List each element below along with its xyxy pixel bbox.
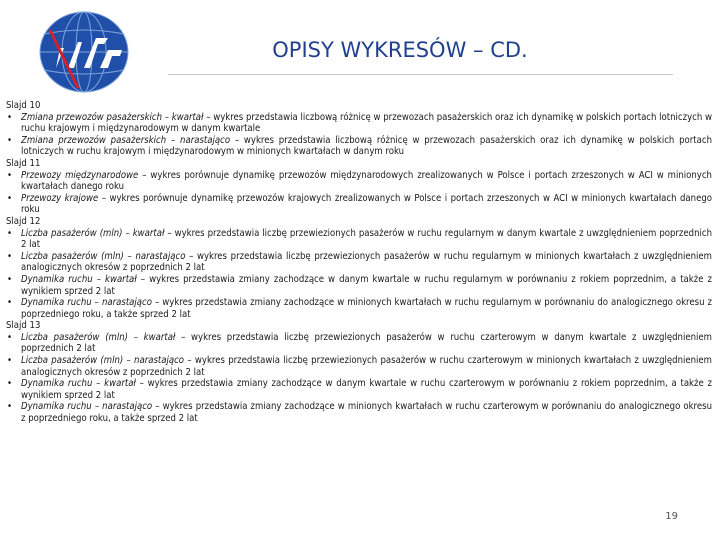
item-term: Liczba pasażerów (mln) – narastająco <box>21 250 186 262</box>
bullet-icon: • <box>7 355 13 367</box>
list-item <box>6 193 712 216</box>
item-list <box>6 332 712 425</box>
item-text: – wykres przedstawia zmiany zachodzące w danym kwartale w ruchu regularnym w porównaniu z rokiem poprzednim, a także z wynikiem sprzed 2 lat <box>21 273 712 297</box>
item-text: – wykres porównuje dynamikę przewozów międzynarodowych zrealizowanych w Polsce i portach zrzeszonych w ACI w minionych kwartałach danego roku <box>21 169 712 193</box>
bullet-icon: • <box>7 250 13 262</box>
item-list <box>6 228 712 321</box>
globe-logo-icon <box>38 10 130 94</box>
list-item <box>6 297 712 320</box>
bullet-icon: • <box>7 401 13 413</box>
item-text: – wykres przedstawia zmiany zachodzące w minionych kwartałach w ruchu czarterowym w porównaniu do analogicznego okresu z poprzedniego roku, a także sprzed 2 lat <box>21 401 712 425</box>
slide-heading: Slajd 10 <box>6 100 41 111</box>
item-text: – wykres przedstawia liczbę przewiezionych pasażerów w ruchu regularnym w minionych kwartałach z uwzględnieniem analogicznych okresów z poprzednich 2 lat <box>21 250 712 274</box>
item-list <box>6 112 712 158</box>
item-text: – wykres przedstawia liczbę przewiezionych pasażerów w ruchu czarterowym w danym kwartale z uwzględnieniem poprzednich 2 lat <box>21 331 712 355</box>
bullet-icon: • <box>7 134 13 146</box>
item-term: Liczba pasażerów (mln) – narastająco <box>21 355 185 367</box>
item-list <box>6 170 712 216</box>
item-term: Dynamika ruchu – narastająco <box>21 297 152 309</box>
bullet-icon: • <box>7 297 13 309</box>
list-item <box>6 251 712 274</box>
item-text: – wykres przedstawia zmiany zachodzące w danym kwartale w ruchu czarterowym w porównaniu z rokiem poprzednim, a także z wynikiem sprzed 2 lat <box>21 378 712 401</box>
slide-section <box>6 100 712 158</box>
list-item <box>6 135 712 158</box>
slide-heading: Slajd 12 <box>6 215 41 227</box>
page-title: OPISY WYKRESÓW – CD. <box>272 38 528 62</box>
title-divider <box>168 74 673 75</box>
slide-heading: Slajd 11 <box>6 157 41 169</box>
item-text: – wykres przedstawia zmiany zachodzące w minionych kwartałach w ruchu regularnym w porównaniu do analogicznego okresu z poprzedniego roku, a także sprzed 2 lat <box>21 297 712 320</box>
item-term: Zmiana przewozów pasażerskich – narastająco <box>21 134 231 146</box>
list-item <box>6 355 712 378</box>
slide-section <box>6 158 712 216</box>
item-term: Dynamika ruchu – narastająco <box>21 401 153 413</box>
bullet-icon: • <box>7 111 13 123</box>
list-item <box>6 378 712 401</box>
item-term: Zmiana przewozów pasażerskich – kwartał <box>21 111 204 123</box>
slide-section <box>6 216 712 320</box>
globe-logo <box>38 10 130 94</box>
list-item <box>6 170 712 193</box>
item-text: – wykres przedstawia liczbową różnicę w przewozach pasażerskich oraz ich dynamikę w polskich portach lotniczych w ruchu krajowym i międzynarodowym w minionych kwartałach w danym roku <box>21 134 712 158</box>
list-item <box>6 112 712 135</box>
item-term: Liczba pasażerów (mln) – kwartał <box>21 227 165 239</box>
slide-heading: Slajd 13 <box>6 320 41 332</box>
item-text: – wykres przedstawia liczbową różnicę w przewozach pasażerskich oraz ich dynamikę w polskich portach lotniczych w ruchu krajowym i międzynarodowym w danym kwartale <box>21 111 712 135</box>
item-term: Dynamika ruchu – kwartał <box>21 273 137 285</box>
item-term: Liczba pasażerów (mln) – kwartał <box>21 331 176 343</box>
item-term: Przewozy międzynarodowe <box>21 169 139 181</box>
list-item <box>6 401 712 424</box>
item-text: – wykres porównuje dynamikę przewozów krajowych zrealizowanych w Polsce i portach zrzeszonych w ACI w minionych kwartałach danego roku <box>21 192 713 216</box>
list-item <box>6 274 712 297</box>
descriptions-body <box>6 100 712 425</box>
slide-section <box>6 320 712 424</box>
bullet-icon: • <box>7 169 13 181</box>
list-item <box>6 228 712 251</box>
bullet-icon: • <box>7 192 13 204</box>
item-text: – wykres przedstawia liczbę przewiezionych pasażerów w ruchu czarterowym w minionych kwartałach z uwzględnieniem analogicznych okresów z poprzednich 2 lat <box>21 355 713 378</box>
bullet-icon: • <box>7 378 13 390</box>
bullet-icon: • <box>7 227 13 239</box>
list-item <box>6 332 712 355</box>
item-text: – wykres przedstawia liczbę przewiezionych pasażerów w ruchu regularnym w danym kwartale z uwzględnieniem poprzednich 2 lat <box>21 227 712 251</box>
item-term: Dynamika ruchu – kwartał <box>21 378 136 390</box>
bullet-icon: • <box>7 331 13 343</box>
page-number: 19 <box>665 511 678 522</box>
item-term: Przewozy krajowe <box>21 192 99 204</box>
bullet-icon: • <box>7 273 13 285</box>
